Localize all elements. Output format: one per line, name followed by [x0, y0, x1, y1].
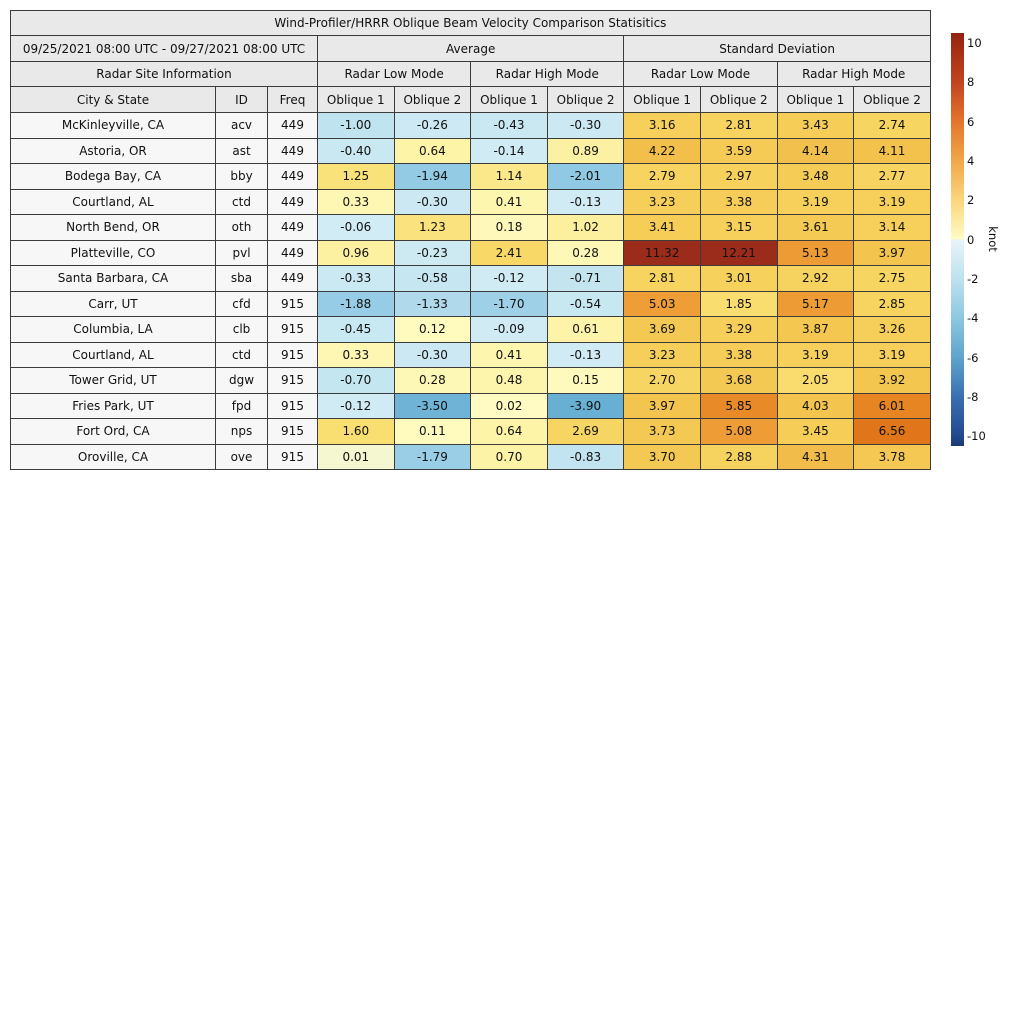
table-row: [11, 138, 931, 164]
freq-cell: 449: [268, 138, 318, 164]
column-header-oblique2: Oblique 2: [394, 87, 471, 113]
value-cell: -0.06: [318, 215, 395, 241]
table-row: [11, 444, 931, 470]
value-cell: 3.61: [777, 215, 854, 241]
value-cell: 1.60: [318, 419, 395, 445]
group-header-standard-deviation: Standard Deviation: [624, 36, 930, 62]
value-cell: 6.56: [854, 419, 931, 445]
freq-cell: 915: [268, 393, 318, 419]
value-cell: 3.41: [624, 215, 701, 241]
colorbar-tick-label: -8: [967, 389, 979, 404]
table-body: [11, 113, 931, 470]
freq-cell: 915: [268, 419, 318, 445]
value-cell: 0.01: [318, 444, 395, 470]
colorbar-tick-label: 2: [967, 193, 975, 208]
table-row: [11, 189, 931, 215]
value-cell: -1.94: [394, 164, 471, 190]
value-cell: -1.88: [318, 291, 395, 317]
table-row: [11, 317, 931, 343]
freq-cell: 449: [268, 189, 318, 215]
value-cell: 3.23: [624, 342, 701, 368]
value-cell: 6.01: [854, 393, 931, 419]
id-cell: ast: [216, 138, 268, 164]
value-cell: 1.14: [471, 164, 548, 190]
value-cell: 3.59: [700, 138, 777, 164]
colorbar: [951, 33, 964, 446]
value-cell: -0.33: [318, 266, 395, 292]
value-cell: 3.19: [777, 342, 854, 368]
value-cell: -1.00: [318, 113, 395, 139]
value-cell: 0.02: [471, 393, 548, 419]
colorbar-tick-label: 4: [967, 153, 975, 168]
column-header-oblique2: Oblique 2: [854, 87, 931, 113]
value-cell: 3.19: [777, 189, 854, 215]
city-cell: Oroville, CA: [11, 444, 216, 470]
table-row: [11, 113, 931, 139]
city-cell: Astoria, OR: [11, 138, 216, 164]
value-cell: -0.13: [547, 189, 624, 215]
value-cell: 0.15: [547, 368, 624, 394]
value-cell: 0.28: [394, 368, 471, 394]
value-cell: 0.41: [471, 189, 548, 215]
city-cell: Bodega Bay, CA: [11, 164, 216, 190]
colorbar-unit-label: knot: [986, 226, 1000, 252]
value-cell: -0.13: [547, 342, 624, 368]
city-cell: Santa Barbara, CA: [11, 266, 216, 292]
value-cell: -0.43: [471, 113, 548, 139]
value-cell: 2.88: [700, 444, 777, 470]
group-header-average: Average: [318, 36, 624, 62]
table-row: [11, 368, 931, 394]
id-cell: sba: [216, 266, 268, 292]
value-cell: 3.70: [624, 444, 701, 470]
table-row: [11, 215, 931, 241]
value-cell: 2.70: [624, 368, 701, 394]
value-cell: 0.11: [394, 419, 471, 445]
column-header-oblique1: Oblique 1: [624, 87, 701, 113]
std-low-mode-header: Radar Low Mode: [624, 62, 777, 87]
value-cell: 3.23: [624, 189, 701, 215]
city-cell: Courtland, AL: [11, 189, 216, 215]
value-cell: -0.26: [394, 113, 471, 139]
column-header-oblique2: Oblique 2: [700, 87, 777, 113]
value-cell: 3.78: [854, 444, 931, 470]
value-cell: 3.73: [624, 419, 701, 445]
value-cell: 0.41: [471, 342, 548, 368]
value-cell: 1.85: [700, 291, 777, 317]
value-cell: 2.05: [777, 368, 854, 394]
freq-cell: 915: [268, 342, 318, 368]
value-cell: -3.50: [394, 393, 471, 419]
id-cell: acv: [216, 113, 268, 139]
value-cell: 0.96: [318, 240, 395, 266]
value-cell: 0.64: [471, 419, 548, 445]
value-cell: 2.69: [547, 419, 624, 445]
freq-cell: 449: [268, 113, 318, 139]
value-cell: 4.03: [777, 393, 854, 419]
table-title: Wind-Profiler/HRRR Oblique Beam Velocity Comparison Statisitics: [11, 11, 931, 36]
avg-low-mode-header: Radar Low Mode: [318, 62, 471, 87]
value-cell: 5.03: [624, 291, 701, 317]
column-header-oblique1: Oblique 1: [777, 87, 854, 113]
value-cell: 4.31: [777, 444, 854, 470]
id-cell: oth: [216, 215, 268, 241]
value-cell: -0.23: [394, 240, 471, 266]
city-cell: Carr, UT: [11, 291, 216, 317]
value-cell: 3.92: [854, 368, 931, 394]
colorbar-tick-label: -2: [967, 271, 979, 286]
id-cell: nps: [216, 419, 268, 445]
freq-cell: 915: [268, 444, 318, 470]
value-cell: 3.19: [854, 189, 931, 215]
value-cell: 0.61: [547, 317, 624, 343]
column-header-freq: Freq: [268, 87, 318, 113]
city-cell: Tower Grid, UT: [11, 368, 216, 394]
value-cell: 2.75: [854, 266, 931, 292]
city-cell: Columbia, LA: [11, 317, 216, 343]
value-cell: -1.70: [471, 291, 548, 317]
city-cell: McKinleyville, CA: [11, 113, 216, 139]
value-cell: -0.30: [394, 189, 471, 215]
freq-cell: 915: [268, 317, 318, 343]
value-cell: -0.12: [471, 266, 548, 292]
value-cell: 1.02: [547, 215, 624, 241]
value-cell: 3.19: [854, 342, 931, 368]
freq-cell: 449: [268, 215, 318, 241]
value-cell: 3.87: [777, 317, 854, 343]
colorbar-tick-label: 0: [967, 232, 975, 247]
value-cell: -0.58: [394, 266, 471, 292]
value-cell: 2.81: [700, 113, 777, 139]
freq-cell: 915: [268, 368, 318, 394]
freq-cell: 915: [268, 291, 318, 317]
value-cell: -0.30: [394, 342, 471, 368]
id-cell: pvl: [216, 240, 268, 266]
city-cell: Fries Park, UT: [11, 393, 216, 419]
table-row: [11, 342, 931, 368]
value-cell: 2.77: [854, 164, 931, 190]
value-cell: 5.85: [700, 393, 777, 419]
statistics-table: [10, 10, 931, 470]
value-cell: 2.74: [854, 113, 931, 139]
value-cell: -2.01: [547, 164, 624, 190]
value-cell: -0.54: [547, 291, 624, 317]
colorbar-tick-label: -6: [967, 350, 979, 365]
value-cell: 5.13: [777, 240, 854, 266]
table-row: [11, 419, 931, 445]
table-row: [11, 266, 931, 292]
city-cell: Fort Ord, CA: [11, 419, 216, 445]
id-cell: fpd: [216, 393, 268, 419]
value-cell: 5.08: [700, 419, 777, 445]
value-cell: 2.92: [777, 266, 854, 292]
city-cell: Platteville, CO: [11, 240, 216, 266]
value-cell: 3.29: [700, 317, 777, 343]
value-cell: 0.89: [547, 138, 624, 164]
value-cell: -0.45: [318, 317, 395, 343]
colorbar-tick-label: -4: [967, 311, 979, 326]
id-cell: ctd: [216, 342, 268, 368]
value-cell: 2.97: [700, 164, 777, 190]
id-cell: dgw: [216, 368, 268, 394]
id-cell: cfd: [216, 291, 268, 317]
value-cell: 5.17: [777, 291, 854, 317]
table-row: [11, 393, 931, 419]
freq-cell: 449: [268, 164, 318, 190]
value-cell: 3.68: [700, 368, 777, 394]
std-high-mode-header: Radar High Mode: [777, 62, 930, 87]
id-cell: ove: [216, 444, 268, 470]
city-cell: North Bend, OR: [11, 215, 216, 241]
value-cell: 3.97: [624, 393, 701, 419]
value-cell: 3.01: [700, 266, 777, 292]
value-cell: 2.79: [624, 164, 701, 190]
value-cell: 3.16: [624, 113, 701, 139]
radar-site-information-header: Radar Site Information: [11, 62, 318, 87]
value-cell: 4.22: [624, 138, 701, 164]
table-row: [11, 291, 931, 317]
value-cell: -0.14: [471, 138, 548, 164]
id-cell: bby: [216, 164, 268, 190]
value-cell: 2.81: [624, 266, 701, 292]
column-header-city-state: City & State: [11, 87, 216, 113]
table-row: [11, 164, 931, 190]
value-cell: 0.33: [318, 342, 395, 368]
value-cell: -0.09: [471, 317, 548, 343]
value-cell: -0.83: [547, 444, 624, 470]
value-cell: 0.70: [471, 444, 548, 470]
value-cell: 0.64: [394, 138, 471, 164]
column-header-oblique2: Oblique 2: [547, 87, 624, 113]
value-cell: 3.38: [700, 189, 777, 215]
value-cell: 3.48: [777, 164, 854, 190]
value-cell: -1.33: [394, 291, 471, 317]
city-cell: Courtland, AL: [11, 342, 216, 368]
colorbar-tick-label: 6: [967, 114, 975, 129]
value-cell: 11.32: [624, 240, 701, 266]
colorbar-tick-label: 8: [967, 75, 975, 90]
value-cell: 1.23: [394, 215, 471, 241]
value-cell: 2.41: [471, 240, 548, 266]
value-cell: 4.14: [777, 138, 854, 164]
value-cell: 0.28: [547, 240, 624, 266]
colorbar-tick-label: -10: [967, 429, 986, 444]
column-header-oblique1: Oblique 1: [318, 87, 395, 113]
freq-cell: 449: [268, 240, 318, 266]
value-cell: -0.30: [547, 113, 624, 139]
value-cell: 0.18: [471, 215, 548, 241]
value-cell: -0.70: [318, 368, 395, 394]
value-cell: -0.12: [318, 393, 395, 419]
value-cell: 3.45: [777, 419, 854, 445]
value-cell: 3.69: [624, 317, 701, 343]
avg-high-mode-header: Radar High Mode: [471, 62, 624, 87]
freq-cell: 449: [268, 266, 318, 292]
value-cell: 3.14: [854, 215, 931, 241]
value-cell: -0.71: [547, 266, 624, 292]
value-cell: 3.38: [700, 342, 777, 368]
period-label: 09/25/2021 08:00 UTC - 09/27/2021 08:00 UTC: [11, 36, 318, 62]
value-cell: -0.40: [318, 138, 395, 164]
table-row: [11, 240, 931, 266]
column-header-id: ID: [216, 87, 268, 113]
value-cell: 3.97: [854, 240, 931, 266]
value-cell: 3.15: [700, 215, 777, 241]
value-cell: 4.11: [854, 138, 931, 164]
value-cell: 12.21: [700, 240, 777, 266]
value-cell: 3.43: [777, 113, 854, 139]
id-cell: ctd: [216, 189, 268, 215]
value-cell: -3.90: [547, 393, 624, 419]
value-cell: 2.85: [854, 291, 931, 317]
value-cell: 0.48: [471, 368, 548, 394]
value-cell: 0.33: [318, 189, 395, 215]
column-header-oblique1: Oblique 1: [471, 87, 548, 113]
value-cell: 0.12: [394, 317, 471, 343]
value-cell: 3.26: [854, 317, 931, 343]
id-cell: clb: [216, 317, 268, 343]
value-cell: -1.79: [394, 444, 471, 470]
value-cell: 1.25: [318, 164, 395, 190]
colorbar-tick-label: 10: [967, 35, 982, 50]
